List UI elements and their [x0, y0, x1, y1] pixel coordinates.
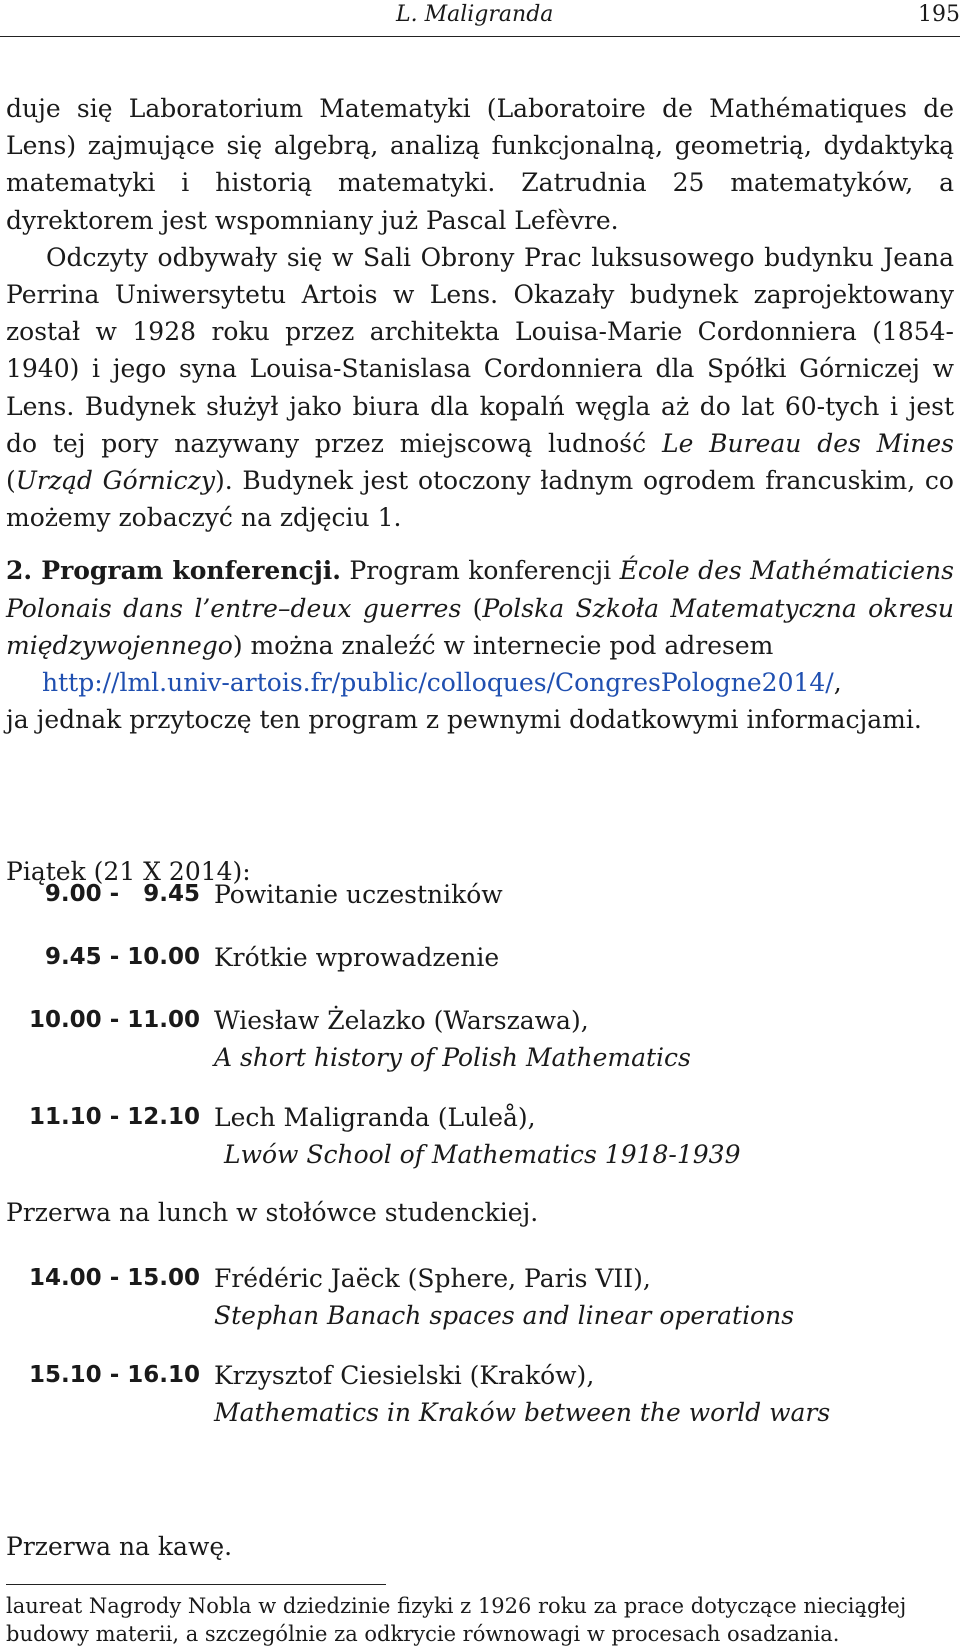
day-heading: Piątek (21 X 2014): — [6, 857, 251, 886]
schedule-desc: Powitanie uczestników — [214, 880, 503, 909]
schedule-speaker: Frédéric Jaëck (Sphere, Paris VII), — [214, 1264, 651, 1293]
program-url-link[interactable]: http://lml.univ-artois.fr/public/colloques/CongresPologne2014/ — [42, 668, 834, 698]
body-text — [6, 90, 954, 738]
schedule-time: 15.10 - 16.10 — [28, 1362, 200, 1388]
paragraph-lab: duje się Laboratorium Matematyki (Laboratoire de Mathématiques de Lens) zajmujące się algebrą, analizą funkcjonalną, geometrią, dydaktyką matematyki i historią matematyki. Zatrudnia 25 matematyków, a dyrektorem jest wspomniany już Pascal Lefèvre. — [6, 94, 954, 235]
url-suffix: , — [833, 668, 842, 698]
program-url-line — [6, 664, 954, 701]
footnote-rule — [6, 1584, 386, 1585]
venue-text-1: Odczyty odbywały się w Sali Obrony Prac luksusowego budynku Jeana Perrina Uniwersytetu Artois w Lens. Okazały budynek zaprojektowany został w 1928 roku przez architekta Louisa-Marie Cordonniera (1854-1940) i jego syna Louisa-Stanislasa Cordonniera dla Spółki Górniczej w Lens. Budynek służył jako biura dla kopalń węgla aż do lat 60-tych i jest do tej pory nazywany przez miejscową ludność — [6, 242, 954, 458]
schedule-talk-title: Stephan Banach spaces and linear operations — [214, 1301, 795, 1330]
section-text-3: ) można znaleźć w internecie pod adresem — [232, 630, 774, 660]
schedule-speaker: Krzysztof Ciesielski (Kraków), — [214, 1361, 595, 1390]
schedule-time: 11.10 - 12.10 — [28, 1104, 200, 1130]
section-text-4: ja jednak przytoczę ten program z pewnymi dodatkowymi informacjami. — [6, 705, 922, 735]
venue-italic-bureau: Le Bureau des Mines — [661, 428, 954, 458]
schedule-time: 9.45 - 10.00 — [44, 944, 200, 970]
schedule-desc: Krótkie wprowadzenie — [214, 943, 500, 972]
section-heading: 2. Program konferencji. — [6, 556, 341, 586]
conference-title-pl: Polska Szkoła Matematyczna okresu międzywojennego — [6, 593, 954, 660]
footnote — [6, 1592, 954, 1648]
schedule-talk-title: Lwów School of Mathematics 1918-1939 — [224, 1140, 741, 1169]
header-author: L. Maligranda — [396, 2, 554, 27]
schedule-speaker: Wiesław Żelazko (Warszawa), — [214, 1006, 589, 1035]
schedule-time: 10.00 - 11.00 — [28, 1007, 200, 1033]
venue-text-3: ). Budynek jest otoczony ładnym ogrodem francuskim, co możemy zobaczyć na zdjęciu 1. — [6, 466, 954, 533]
venue-italic-urzad: Urząd Górniczy — [15, 466, 215, 496]
schedule-time: 9.00 - 9.45 — [44, 881, 200, 907]
conference-title-fr: École des Mathématiciens Polonais dans l’entre–deux guerres — [6, 556, 954, 623]
lunch-break: Przerwa na lunch w stołówce studenckiej. — [6, 1198, 539, 1227]
footnote-line: budowy materii, a szczególnie za odkrycie równowagi w procesach osadzania. — [6, 1622, 840, 1646]
paragraph-venue — [6, 239, 954, 537]
section-program — [6, 552, 954, 738]
section-text-2: ( — [461, 593, 483, 623]
running-header — [0, 0, 960, 37]
schedule-talk-title: Mathematics in Kraków between the world wars — [214, 1398, 831, 1427]
venue-text-2: ( — [6, 466, 16, 496]
schedule-time: 14.00 - 15.00 — [28, 1265, 200, 1291]
section-text-1: Program konferencji — [340, 556, 620, 586]
schedule-talk-title: A short history of Polish Mathematics — [214, 1043, 691, 1072]
schedule-speaker: Lech Maligranda (Luleå), — [214, 1103, 536, 1132]
page-number: 195 — [918, 2, 960, 27]
coffee-break: Przerwa na kawę. — [6, 1532, 233, 1561]
footnote-line: laureat Nagrody Nobla w dziedzinie fizyki z 1926 roku za prace dotyczące niecią̧głej — [6, 1594, 907, 1618]
